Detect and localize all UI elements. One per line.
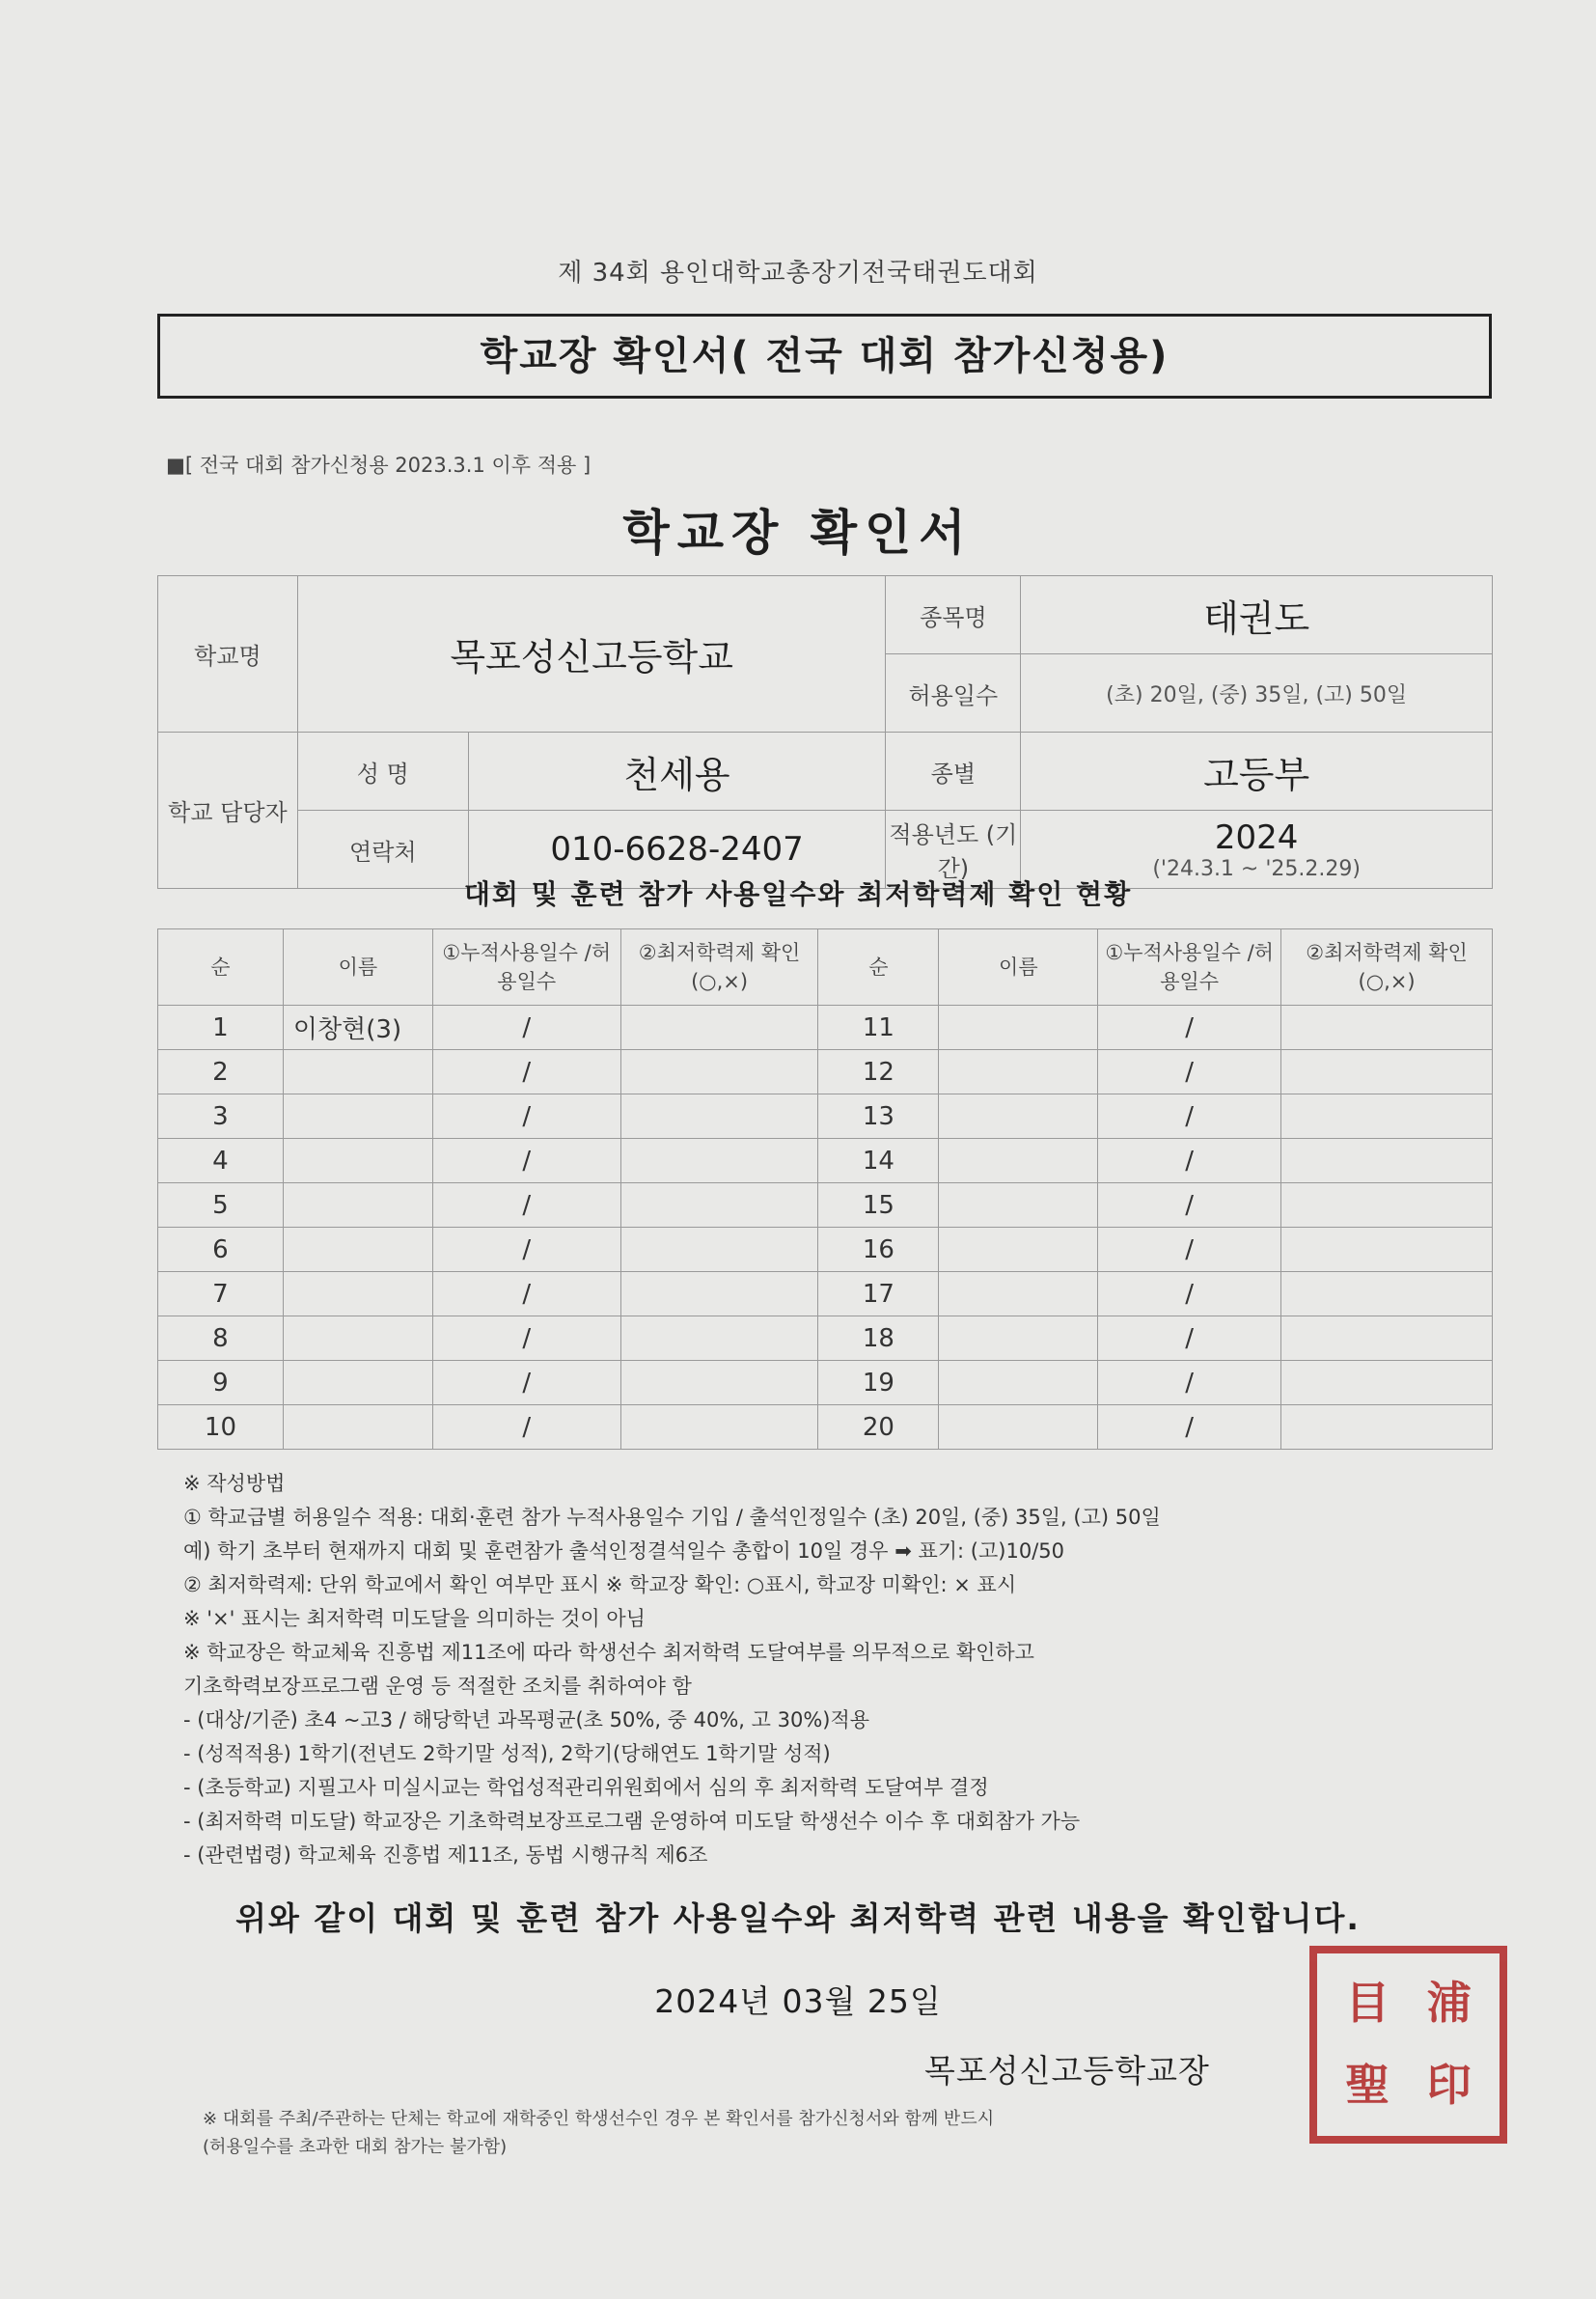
- row-check: [620, 1050, 818, 1094]
- row-no: 13: [818, 1094, 939, 1139]
- row-days: /: [432, 1272, 620, 1316]
- method-line: - (초등학교) 지필고사 미실시교는 학업성적관리위원회에서 심의 후 최저학력 도달여부 결정: [183, 1776, 989, 1799]
- table-row: [158, 1050, 1493, 1094]
- header-check: ②최저학력제 확인(○,×): [1281, 929, 1493, 1006]
- row-name: [939, 1272, 1098, 1316]
- row-name: [939, 1361, 1098, 1405]
- row-name: [939, 1183, 1098, 1228]
- contact-person-label: 학교 담당자: [158, 733, 298, 889]
- row-no: 19: [818, 1361, 939, 1405]
- footnote: [203, 2106, 994, 2162]
- row-no: 8: [158, 1316, 284, 1361]
- row-name: [283, 1094, 432, 1139]
- row-days: /: [1098, 1050, 1281, 1094]
- row-days: /: [432, 1361, 620, 1405]
- row-no: 1: [158, 1006, 284, 1050]
- table-row: [158, 1405, 1493, 1450]
- row-no: 6: [158, 1228, 284, 1272]
- school-name: 목포성신고등학교: [297, 576, 886, 733]
- row-no: 16: [818, 1228, 939, 1272]
- participation-table: [157, 928, 1493, 1450]
- method-line: - (대상/기준) 초4 ~고3 / 해당학년 과목평균(초 50%, 중 40%, 고 30%)적용: [183, 1708, 870, 1731]
- writing-method: [183, 1467, 1515, 1872]
- header-check: ②최저학력제 확인(○,×): [620, 929, 818, 1006]
- method-line: ※ 학교장은 학교체육 진흥법 제11조에 따라 학생선수 최저학력 도달여부를 의무적으로 확인하고: [183, 1641, 1034, 1664]
- method-line: ① 학교급별 허용일수 적용: 대회·훈련 참가 누적사용일수 기입 / 출석인정일수 (초) 20일, (중) 35일, (고) 50일: [183, 1506, 1161, 1529]
- row-check: [1281, 1316, 1493, 1361]
- row-name: [283, 1228, 432, 1272]
- row-days: /: [432, 1183, 620, 1228]
- footnote-line: (허용일수를 초과한 대회 참가는 불가함): [203, 2136, 508, 2157]
- main-title: 학교장 확인서: [622, 505, 974, 561]
- row-days: /: [1098, 1316, 1281, 1361]
- row-check: [620, 1183, 818, 1228]
- category-label: 종별: [886, 733, 1021, 811]
- row-days: /: [1098, 1361, 1281, 1405]
- row-check: [1281, 1139, 1493, 1183]
- header-days: ①누적사용일수 /허용일수: [1098, 929, 1281, 1006]
- row-name: [283, 1405, 432, 1450]
- header-days: ①누적사용일수 /허용일수: [432, 929, 620, 1006]
- allowed-days-value: (초) 20일, (중) 35일, (고) 50일: [1021, 654, 1493, 733]
- event-label: 종목명: [886, 576, 1021, 654]
- row-check: [1281, 1405, 1493, 1450]
- row-days: /: [432, 1316, 620, 1361]
- table-row: [158, 1006, 1493, 1050]
- row-name: [939, 1405, 1098, 1450]
- row-no: 20: [818, 1405, 939, 1450]
- row-check: [620, 1094, 818, 1139]
- row-no: 4: [158, 1139, 284, 1183]
- row-check: [620, 1228, 818, 1272]
- confirmation-statement: 위와 같이 대회 및 훈련 참가 사용일수와 최저학력 관련 내용을 확인합니다.: [235, 1899, 1361, 1937]
- row-days: /: [432, 1405, 620, 1450]
- row-days: /: [432, 1139, 620, 1183]
- row-check: [1281, 1228, 1493, 1272]
- row-no: 5: [158, 1183, 284, 1228]
- row-days: /: [432, 1228, 620, 1272]
- row-name: [283, 1316, 432, 1361]
- row-check: [1281, 1272, 1493, 1316]
- school-info-table: [157, 575, 1493, 889]
- method-line: - (관련법령) 학교체육 진흥법 제11조, 동법 시행규칙 제6조: [183, 1843, 708, 1867]
- row-days: /: [1098, 1183, 1281, 1228]
- row-days: /: [1098, 1272, 1281, 1316]
- event-value: 태권도: [1021, 576, 1493, 654]
- phone-value: 010-6628-2407: [468, 811, 886, 889]
- row-days: /: [432, 1094, 620, 1139]
- row-name: [283, 1183, 432, 1228]
- row-check: [620, 1316, 818, 1361]
- header-no: 순: [818, 929, 939, 1006]
- row-no: 12: [818, 1050, 939, 1094]
- row-days: /: [432, 1050, 620, 1094]
- row-name: [939, 1094, 1098, 1139]
- method-line: ※ 작성방법: [183, 1472, 286, 1495]
- method-line: 예) 학기 초부터 현재까지 대회 및 훈련참가 출석인정결석일수 총합이 10일 경우 ➡ 표기: (고)10/50: [183, 1539, 1064, 1563]
- header-no: 순: [158, 929, 284, 1006]
- row-no: 10: [158, 1405, 284, 1450]
- competition-header: 제 34회 용인대학교총장기전국태권도대회: [558, 259, 1038, 288]
- row-check: [620, 1006, 818, 1050]
- row-days: /: [1098, 1094, 1281, 1139]
- period-value: ('24.3.1 ~ '25.2.29): [1152, 856, 1361, 881]
- row-no: 14: [818, 1139, 939, 1183]
- table-row: [158, 1361, 1493, 1405]
- row-days: /: [1098, 1006, 1281, 1050]
- method-line: 기초학력보장프로그램 운영 등 적절한 조치를 취하여야 함: [183, 1675, 692, 1698]
- row-name: [283, 1361, 432, 1405]
- phone-label: 연락처: [297, 811, 468, 889]
- row-check: [620, 1272, 818, 1316]
- year-label: 적용년도 (기간): [886, 811, 1021, 889]
- table-row: [158, 1094, 1493, 1139]
- row-name: [283, 1139, 432, 1183]
- row-name: [939, 1050, 1098, 1094]
- table-row: [158, 1228, 1493, 1272]
- row-no: 11: [818, 1006, 939, 1050]
- row-no: 17: [818, 1272, 939, 1316]
- row-check: [1281, 1183, 1493, 1228]
- row-check: [1281, 1361, 1493, 1405]
- row-check: [1281, 1006, 1493, 1050]
- row-check: [620, 1361, 818, 1405]
- row-check: [1281, 1050, 1493, 1094]
- year-value: 2024: [1214, 817, 1299, 857]
- row-no: 15: [818, 1183, 939, 1228]
- row-no: 2: [158, 1050, 284, 1094]
- list-title: 대회 및 훈련 참가 사용일수와 최저학력제 확인 현황: [463, 878, 1133, 910]
- allowed-days-label: 허용일수: [886, 654, 1021, 733]
- method-line: ② 최저학력제: 단위 학교에서 확인 여부만 표시 ※ 학교장 확인: ○표시, 학교장 미확인: × 표시: [183, 1573, 1017, 1596]
- row-check: [620, 1139, 818, 1183]
- school-label: 학교명: [158, 576, 298, 733]
- applicability-note: ■[ 전국 대회 참가신청용 2023.3.1 이후 적용 ]: [166, 454, 592, 477]
- header-name: 이름: [283, 929, 432, 1006]
- method-line: - (성적적용) 1학기(전년도 2학기말 성적), 2학기(당해연도 1학기말 성적): [183, 1742, 831, 1765]
- school-seal-stamp: 目 浦 聖 印: [1309, 1946, 1507, 2144]
- issue-date: 2024년 03월 25일: [654, 1982, 942, 2020]
- row-days: /: [1098, 1139, 1281, 1183]
- row-name: 이창현(3): [283, 1006, 432, 1050]
- method-line: - (최저학력 미도달) 학교장은 기초학력보장프로그램 운영하여 미도달 학생선수 이수 후 대회참가 가능: [183, 1810, 1081, 1833]
- row-name: [283, 1050, 432, 1094]
- table-row: [158, 1272, 1493, 1316]
- name-value: 천세용: [468, 733, 886, 811]
- category-value: 고등부: [1021, 733, 1493, 811]
- row-name: [939, 1316, 1098, 1361]
- row-no: 9: [158, 1361, 284, 1405]
- name-label: 성 명: [297, 733, 468, 811]
- footnote-line: ※ 대회를 주최/주관하는 단체는 학교에 재학중인 학생선수인 경우 본 확인서를 참가신청서와 함께 반드시: [203, 2109, 995, 2129]
- row-check: [620, 1405, 818, 1450]
- header-name: 이름: [939, 929, 1098, 1006]
- row-name: [939, 1006, 1098, 1050]
- row-name: [939, 1228, 1098, 1272]
- row-no: 18: [818, 1316, 939, 1361]
- row-name: [939, 1139, 1098, 1183]
- row-days: /: [1098, 1405, 1281, 1450]
- row-name: [283, 1272, 432, 1316]
- form-title: 학교장 확인서( 전국 대회 참가신청용): [157, 314, 1492, 399]
- principal-signature: 목포성신고등학교장: [924, 2052, 1210, 2090]
- row-days: /: [432, 1006, 620, 1050]
- row-days: /: [1098, 1228, 1281, 1272]
- row-no: 3: [158, 1094, 284, 1139]
- table-row: [158, 1183, 1493, 1228]
- table-row: [158, 1139, 1493, 1183]
- method-line: ※ '×' 표시는 최저학력 미도달을 의미하는 것이 아님: [183, 1607, 646, 1630]
- table-row: [158, 1316, 1493, 1361]
- row-check: [1281, 1094, 1493, 1139]
- row-no: 7: [158, 1272, 284, 1316]
